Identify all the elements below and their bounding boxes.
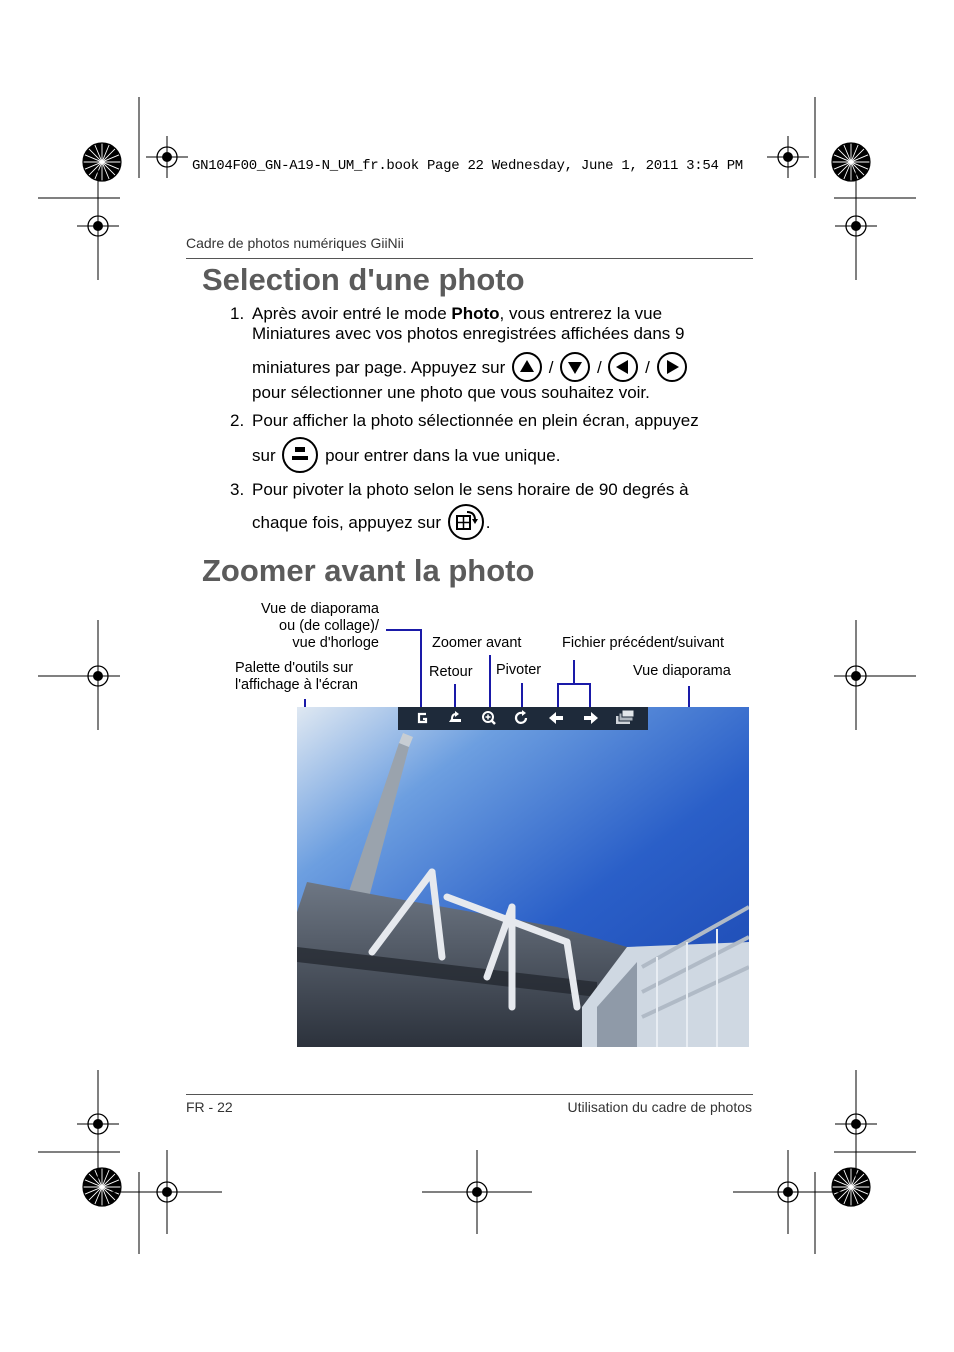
header-rule bbox=[186, 258, 753, 259]
rotate-button-icon bbox=[448, 504, 484, 540]
next-arrow-icon[interactable] bbox=[582, 710, 600, 731]
callout-slideshow: Vue diaporama bbox=[633, 663, 731, 679]
rotate-icon[interactable] bbox=[513, 709, 531, 732]
step-2-line-1: Pour afficher la photo sélectionnée en plein écran, appuyez bbox=[252, 411, 699, 430]
step-1-line-1: Après avoir entré le mode Photo, vous entrerez la vue bbox=[252, 304, 663, 323]
callout-palette: Palette d'outils sur l'affichage à l'écran bbox=[235, 660, 358, 693]
step-number: 1. bbox=[230, 304, 245, 323]
palette-icon[interactable] bbox=[414, 710, 430, 731]
left-arrow-button-icon bbox=[608, 352, 638, 382]
slideshow-icon[interactable] bbox=[614, 709, 636, 732]
step-1-line-2: Miniatures avec vos photos enregistrées affichées dans 9 bbox=[252, 324, 685, 343]
footer-rule bbox=[186, 1094, 753, 1095]
up-arrow-button-icon bbox=[512, 352, 542, 382]
step-number: 2. bbox=[230, 411, 245, 430]
step-3-line-1: Pour pivoter la photo selon le sens horaire de 90 degrés à bbox=[252, 480, 689, 499]
page-number: FR - 22 bbox=[186, 1099, 233, 1115]
step-number: 3. bbox=[230, 480, 245, 499]
callout-rotate: Pivoter bbox=[496, 662, 542, 678]
back-icon[interactable] bbox=[446, 709, 464, 732]
step-3-line-2: chaque fois, appuyez sur . bbox=[252, 503, 490, 543]
callout-zoom-in: Zoomer avant bbox=[432, 635, 522, 651]
callout-slideshow-collage-clock: Vue de diaporama ou (de collage)/ vue d'horloge bbox=[261, 601, 379, 651]
step-1-line-3: miniatures par page. Appuyez sur / / / bbox=[252, 352, 689, 384]
section-title-zoom: Zoomer avant la photo bbox=[202, 553, 535, 588]
right-arrow-button-icon bbox=[657, 352, 687, 382]
callout-back: Retour bbox=[429, 664, 473, 680]
footer-chapter-title: Utilisation du cadre de photos bbox=[567, 1099, 752, 1115]
zoom-in-icon[interactable] bbox=[480, 709, 498, 732]
down-arrow-button-icon bbox=[560, 352, 590, 382]
print-info: GN104F00_GN-A19-N_UM_fr.book Page 22 Wednesday, June 1, 2011 3:54 PM bbox=[192, 158, 743, 174]
step-1-line-4: pour sélectionner une photo que vous souhaitez voir. bbox=[252, 383, 650, 402]
running-title: Cadre de photos numériques GiiNii bbox=[186, 235, 404, 251]
step-2-line-2: sur pour entrer dans la vue unique. bbox=[252, 436, 560, 476]
section-title-selection: Selection d'une photo bbox=[202, 262, 525, 297]
sample-photo bbox=[297, 707, 749, 1047]
ok-all-button-icon bbox=[282, 437, 318, 473]
prev-arrow-icon[interactable] bbox=[547, 710, 565, 731]
photo-mode-label: Photo bbox=[451, 304, 500, 323]
callout-prev-next: Fichier précédent/suivant bbox=[562, 635, 724, 651]
